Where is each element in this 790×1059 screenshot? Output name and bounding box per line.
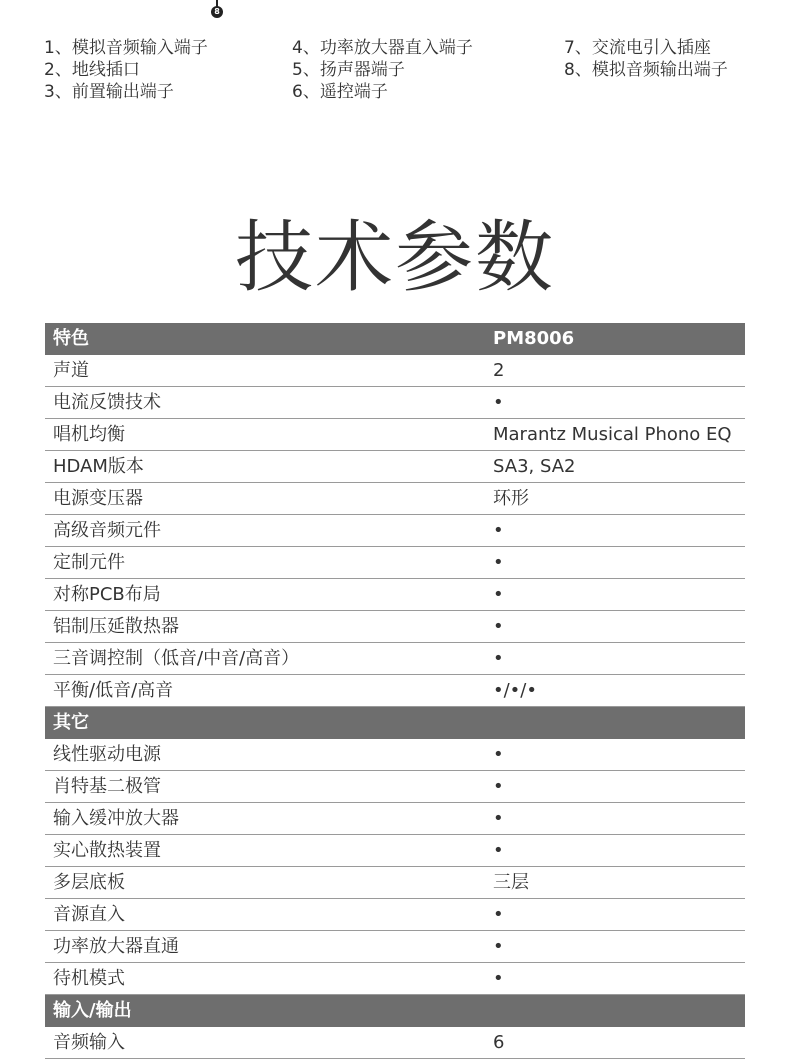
spec-label: 电源变压器 <box>53 488 143 509</box>
legend-item: 8、模拟音频输出端子 <box>564 60 728 80</box>
spec-value: • <box>493 776 504 797</box>
table-row <box>45 803 745 835</box>
spec-label: 唱机均衡 <box>53 424 125 445</box>
table-row <box>45 739 745 771</box>
table-row <box>45 643 745 675</box>
spec-label: 肖特基二极管 <box>53 776 161 797</box>
section-header-row <box>45 707 745 739</box>
table-row <box>45 931 745 963</box>
table-row <box>45 451 745 483</box>
legend-item: 6、遥控端子 <box>292 82 388 102</box>
legend-item: 2、地线插口 <box>44 60 140 80</box>
spec-value: 6 <box>493 1032 505 1053</box>
table-row <box>45 867 745 899</box>
spec-value: • <box>493 808 504 829</box>
spec-label: 平衡/低音/高音 <box>53 680 174 701</box>
table-row <box>45 835 745 867</box>
spec-label: 音频输入 <box>53 1032 125 1053</box>
table-row <box>45 547 745 579</box>
spec-label: 对称PCB布局 <box>53 584 161 605</box>
legend-column-1 <box>44 37 208 103</box>
spec-label: 多层底板 <box>53 872 125 893</box>
spec-label: 功率放大器直通 <box>53 936 179 957</box>
legend-item: 7、交流电引入插座 <box>564 38 711 58</box>
spec-value: • <box>493 552 504 573</box>
section-header-value: PM8006 <box>493 328 575 349</box>
spec-label: 声道 <box>53 360 89 381</box>
legend-item: 5、扬声器端子 <box>292 60 405 80</box>
table-row <box>45 899 745 931</box>
section-header-label: 输入/输出 <box>53 1000 132 1021</box>
legend-column-3 <box>564 37 728 81</box>
spec-label: 输入缓冲放大器 <box>53 808 179 829</box>
section-header-label: 其它 <box>53 712 89 733</box>
spec-table <box>45 323 745 1059</box>
section-header-label: 特色 <box>53 328 89 349</box>
table-row <box>45 963 745 995</box>
spec-value: • <box>493 936 504 957</box>
callout-marker: 8 <box>211 6 223 18</box>
legend-item: 1、模拟音频输入端子 <box>44 38 208 58</box>
table-row <box>45 579 745 611</box>
spec-value: • <box>493 392 504 413</box>
spec-value: • <box>493 584 504 605</box>
page-title: 技术参数 <box>234 213 555 303</box>
spec-value: • <box>493 968 504 989</box>
spec-value: 2 <box>493 360 505 381</box>
spec-label: 定制元件 <box>53 552 125 573</box>
spec-value: • <box>493 744 504 765</box>
table-row <box>45 387 745 419</box>
legend-column-2 <box>292 37 473 103</box>
spec-label: 三音调控制（低音/中音/高音） <box>53 648 300 669</box>
table-row <box>45 675 745 707</box>
legend-item: 3、前置输出端子 <box>44 82 174 102</box>
spec-value: •/•/• <box>493 680 537 701</box>
spec-label: HDAM版本 <box>53 456 144 477</box>
section-header-row <box>45 995 745 1027</box>
spec-value: 三层 <box>493 872 529 893</box>
spec-value: SA3, SA2 <box>493 456 576 477</box>
spec-value: 环形 <box>493 488 529 509</box>
spec-label: 音源直入 <box>53 904 125 925</box>
spec-label: 电流反馈技术 <box>53 392 161 413</box>
spec-label: 待机模式 <box>53 968 125 989</box>
spec-value: • <box>493 520 504 541</box>
legend-item: 4、功率放大器直入端子 <box>292 38 473 58</box>
spec-value: • <box>493 648 504 669</box>
spec-label: 高级音频元件 <box>53 520 161 541</box>
table-row <box>45 1027 745 1059</box>
spec-label: 线性驱动电源 <box>53 744 161 765</box>
spec-value: • <box>493 840 504 861</box>
table-row <box>45 355 745 387</box>
spec-label: 实心散热装置 <box>53 840 161 861</box>
table-row <box>45 771 745 803</box>
table-row <box>45 611 745 643</box>
spec-label: 铝制压延散热器 <box>53 616 179 637</box>
table-row <box>45 419 745 451</box>
spec-value: • <box>493 904 504 925</box>
spec-value: Marantz Musical Phono EQ <box>493 424 732 445</box>
section-header-row <box>45 323 745 355</box>
table-row <box>45 515 745 547</box>
table-row <box>45 483 745 515</box>
spec-value: • <box>493 616 504 637</box>
